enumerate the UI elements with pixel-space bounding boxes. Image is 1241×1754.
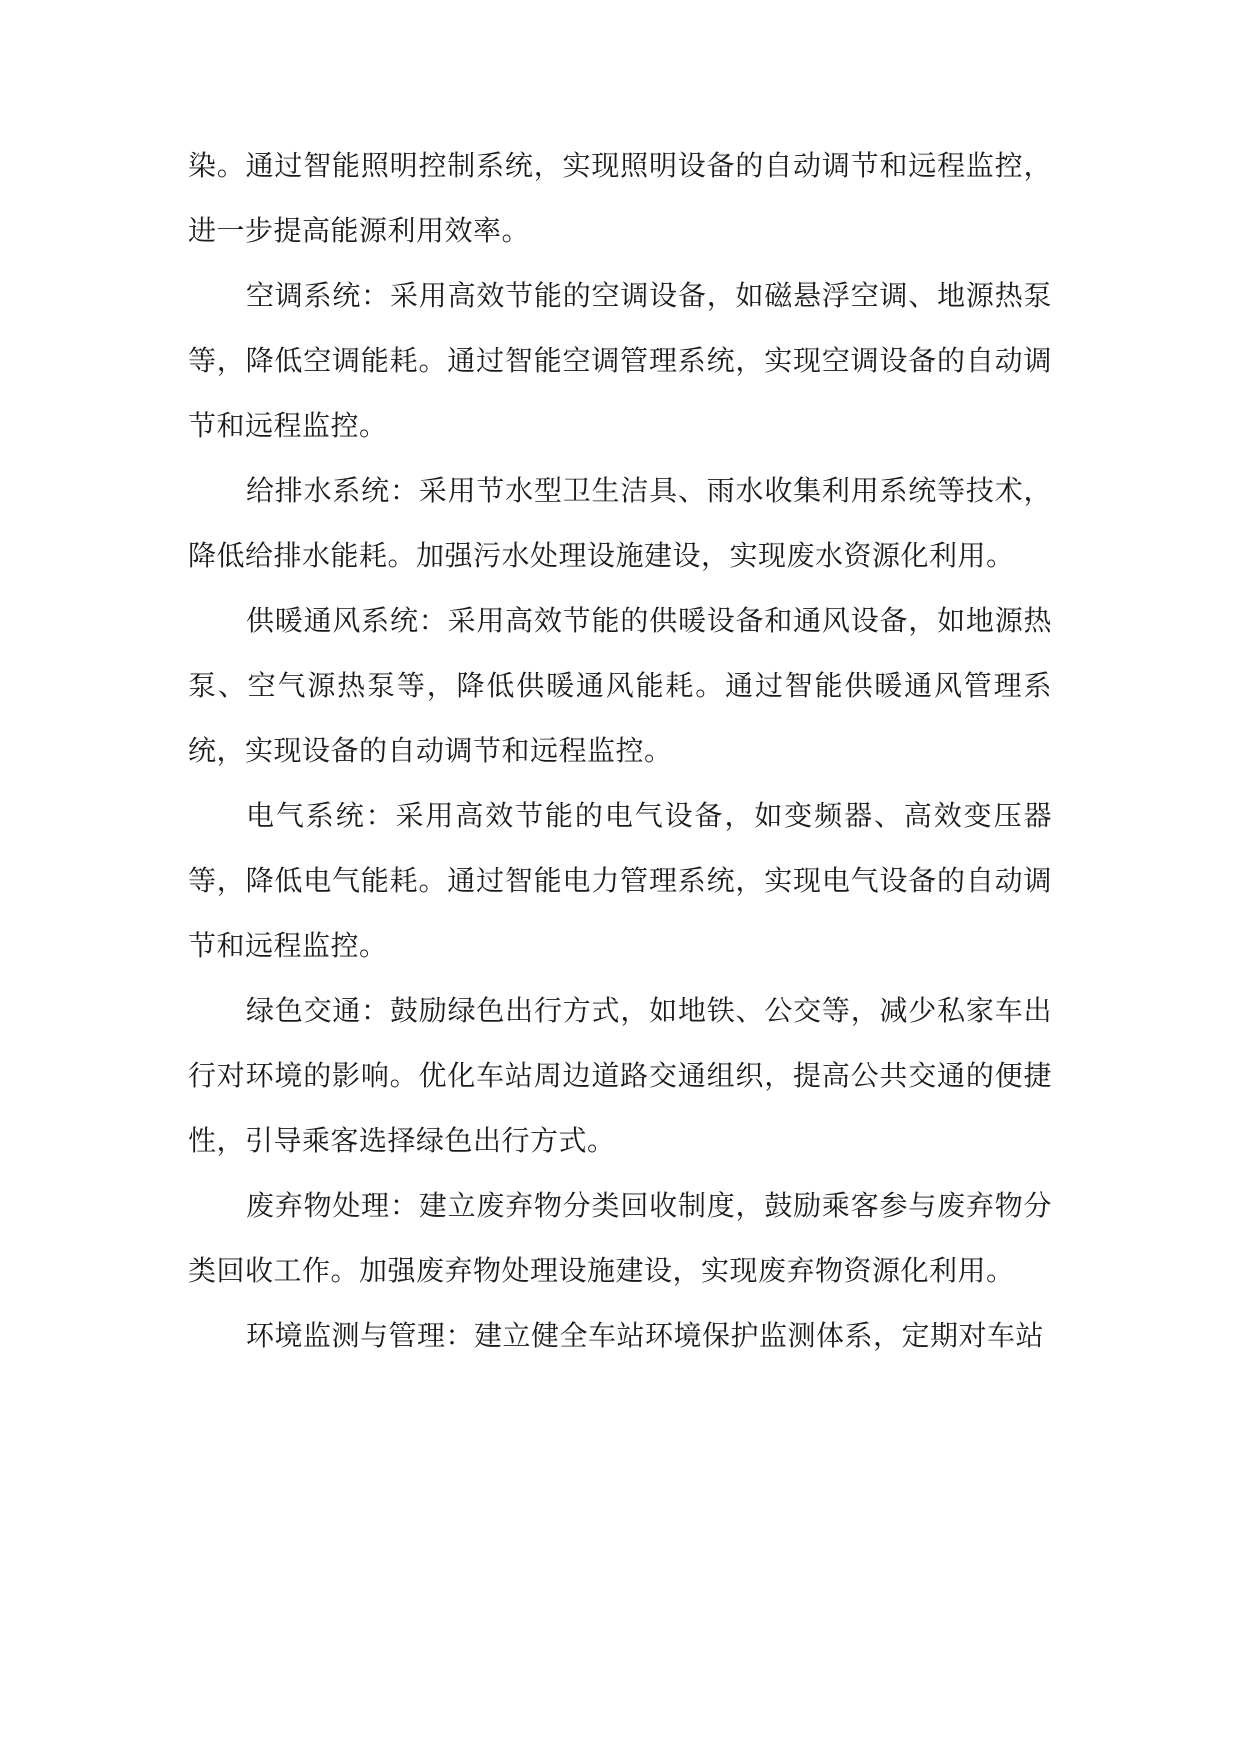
paragraph-waste-handling: 废弃物处理：建立废弃物分类回收制度，鼓励乘客参与废弃物分类回收工作。加强废弃物处理设施建设，实现废弃物资源化利用。 bbox=[188, 1189, 1052, 1287]
document-body bbox=[188, 133, 1052, 1368]
paragraph-green-transport: 绿色交通：鼓励绿色出行方式，如地铁、公交等，减少私家车出行对环境的影响。优化车站周边道路交通组织，提高公共交通的便捷性，引导乘客选择绿色出行方式。 bbox=[188, 994, 1052, 1157]
paragraph-electrical: 电气系统：采用高效节能的电气设备，如变频器、高效变压器等，降低电气能耗。通过智能电力管理系统，实现电气设备的自动调节和远程监控。 bbox=[188, 799, 1052, 962]
paragraph-environment-monitoring: 环境监测与管理：建立健全车站环境保护监测体系，定期对车站 bbox=[246, 1319, 1045, 1352]
paragraph-air-conditioning: 空调系统：采用高效节能的空调设备，如磁悬浮空调、地源热泵等，降低空调能耗。通过智能空调管理系统，实现空调设备的自动调节和远程监控。 bbox=[188, 279, 1052, 442]
paragraph-lighting-continued: 染。通过智能照明控制系统，实现照明设备的自动调节和远程监控，进一步提高能源利用效率。 bbox=[188, 149, 1052, 247]
paragraph-heating-ventilation: 供暖通风系统：采用高效节能的供暖设备和通风设备，如地源热泵、空气源热泵等，降低供暖通风能耗。通过智能供暖通风管理系统，实现设备的自动调节和远程监控。 bbox=[188, 604, 1052, 767]
paragraph-water-supply-drainage: 给排水系统：采用节水型卫生洁具、雨水收集利用系统等技术，降低给排水能耗。加强污水处理设施建设，实现废水资源化利用。 bbox=[188, 474, 1052, 572]
